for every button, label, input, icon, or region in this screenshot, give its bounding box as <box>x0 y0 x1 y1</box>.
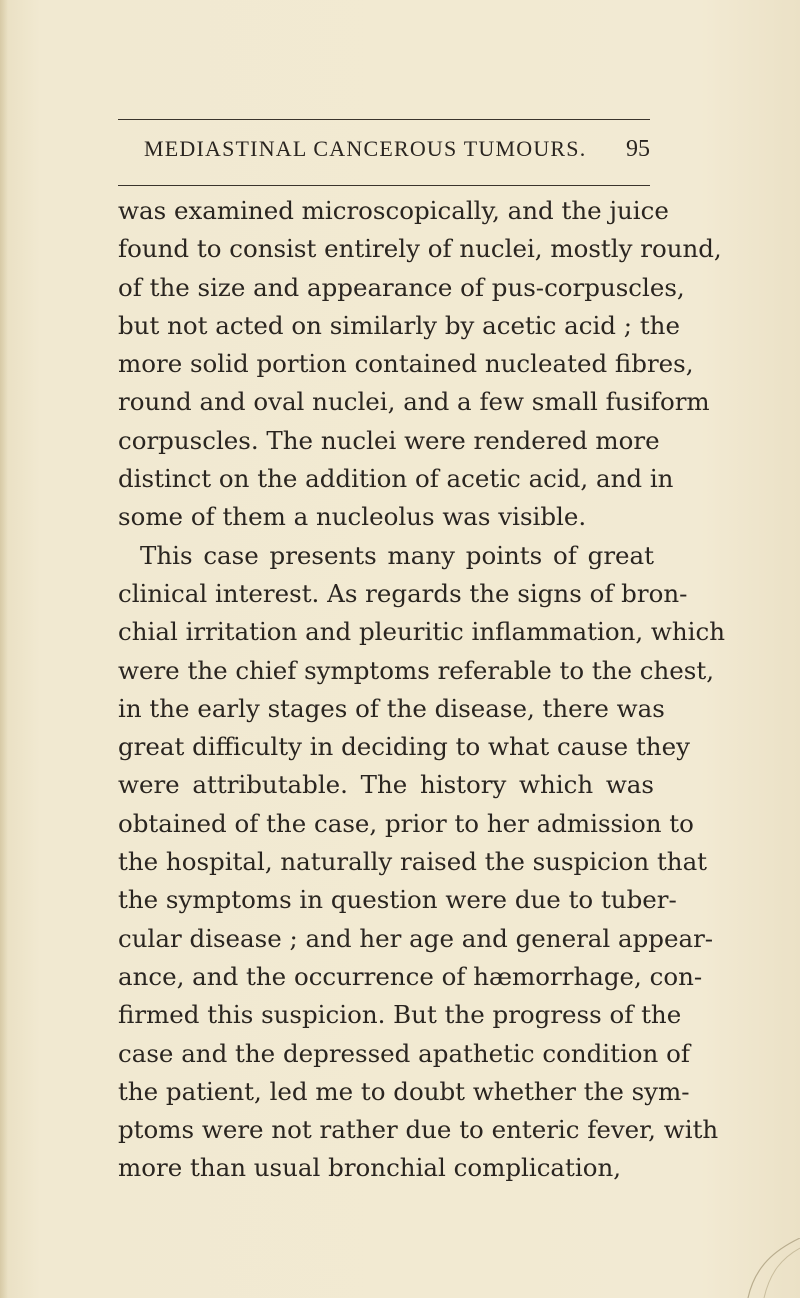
text-line: chial irritation and pleuritic inflammation, which <box>118 617 726 647</box>
text-line: more than usual bronchial complication, <box>118 1153 622 1183</box>
text-line: the hospital, naturally raised the suspicion that <box>118 847 708 877</box>
text-line: were attributable. The history which was <box>118 770 654 800</box>
text-line: the patient, led me to doubt whether the sym- <box>118 1076 690 1106</box>
text-line: great difficulty in deciding to what cause they <box>118 732 690 762</box>
page-edge-shadow <box>0 0 8 1298</box>
page-number: 95 <box>626 136 650 162</box>
text-line: firmed this suspicion. But the progress of the <box>118 1000 682 1030</box>
page-corner-curl <box>730 1238 800 1298</box>
text-line: the symptoms in question were due to tuber- <box>118 885 677 915</box>
text-line: ptoms were not rather due to enteric fever, with <box>118 1115 719 1145</box>
text-line: corpuscles. The nuclei were rendered more <box>118 425 660 455</box>
paragraph-end-line: some of them a nucleolus was visible. <box>118 502 587 532</box>
text-line: of the size and appearance of pus-corpuscles, <box>118 272 685 302</box>
paragraph-start-line: This case presents many points of great <box>140 540 654 570</box>
header-rule-top <box>118 119 650 120</box>
text-line: was examined microscopically, and the juice <box>118 196 669 225</box>
text-line: obtained of the case, prior to her admission to <box>118 808 694 838</box>
text-line: ance, and the occurrence of hæmorrhage, con- <box>118 961 703 991</box>
text-line: more solid portion contained nucleated fibres, <box>118 349 694 379</box>
running-title: MEDIASTINAL CANCEROUS TUMOURS. <box>144 136 587 161</box>
text-line: distinct on the addition of acetic acid, and in <box>118 464 674 494</box>
text-line: but not acted on similarly by acetic acid ; the <box>118 310 680 340</box>
body-text <box>118 192 726 1188</box>
text-line: clinical interest. As regards the signs of bron- <box>118 578 688 608</box>
text-line: case and the depressed apathetic condition of <box>118 1038 690 1068</box>
text-line: were the chief symptoms referable to the chest, <box>118 655 714 685</box>
header-rule-bottom <box>118 185 650 186</box>
running-header <box>118 136 650 166</box>
text-line: round and oval nuclei, and a few small fusiform <box>118 387 710 417</box>
text-line: in the early stages of the disease, there was <box>118 693 665 723</box>
text-line: found to consist entirely of nuclei, mostly round, <box>118 234 722 264</box>
text-line: cular disease ; and her age and general appear- <box>118 923 714 953</box>
